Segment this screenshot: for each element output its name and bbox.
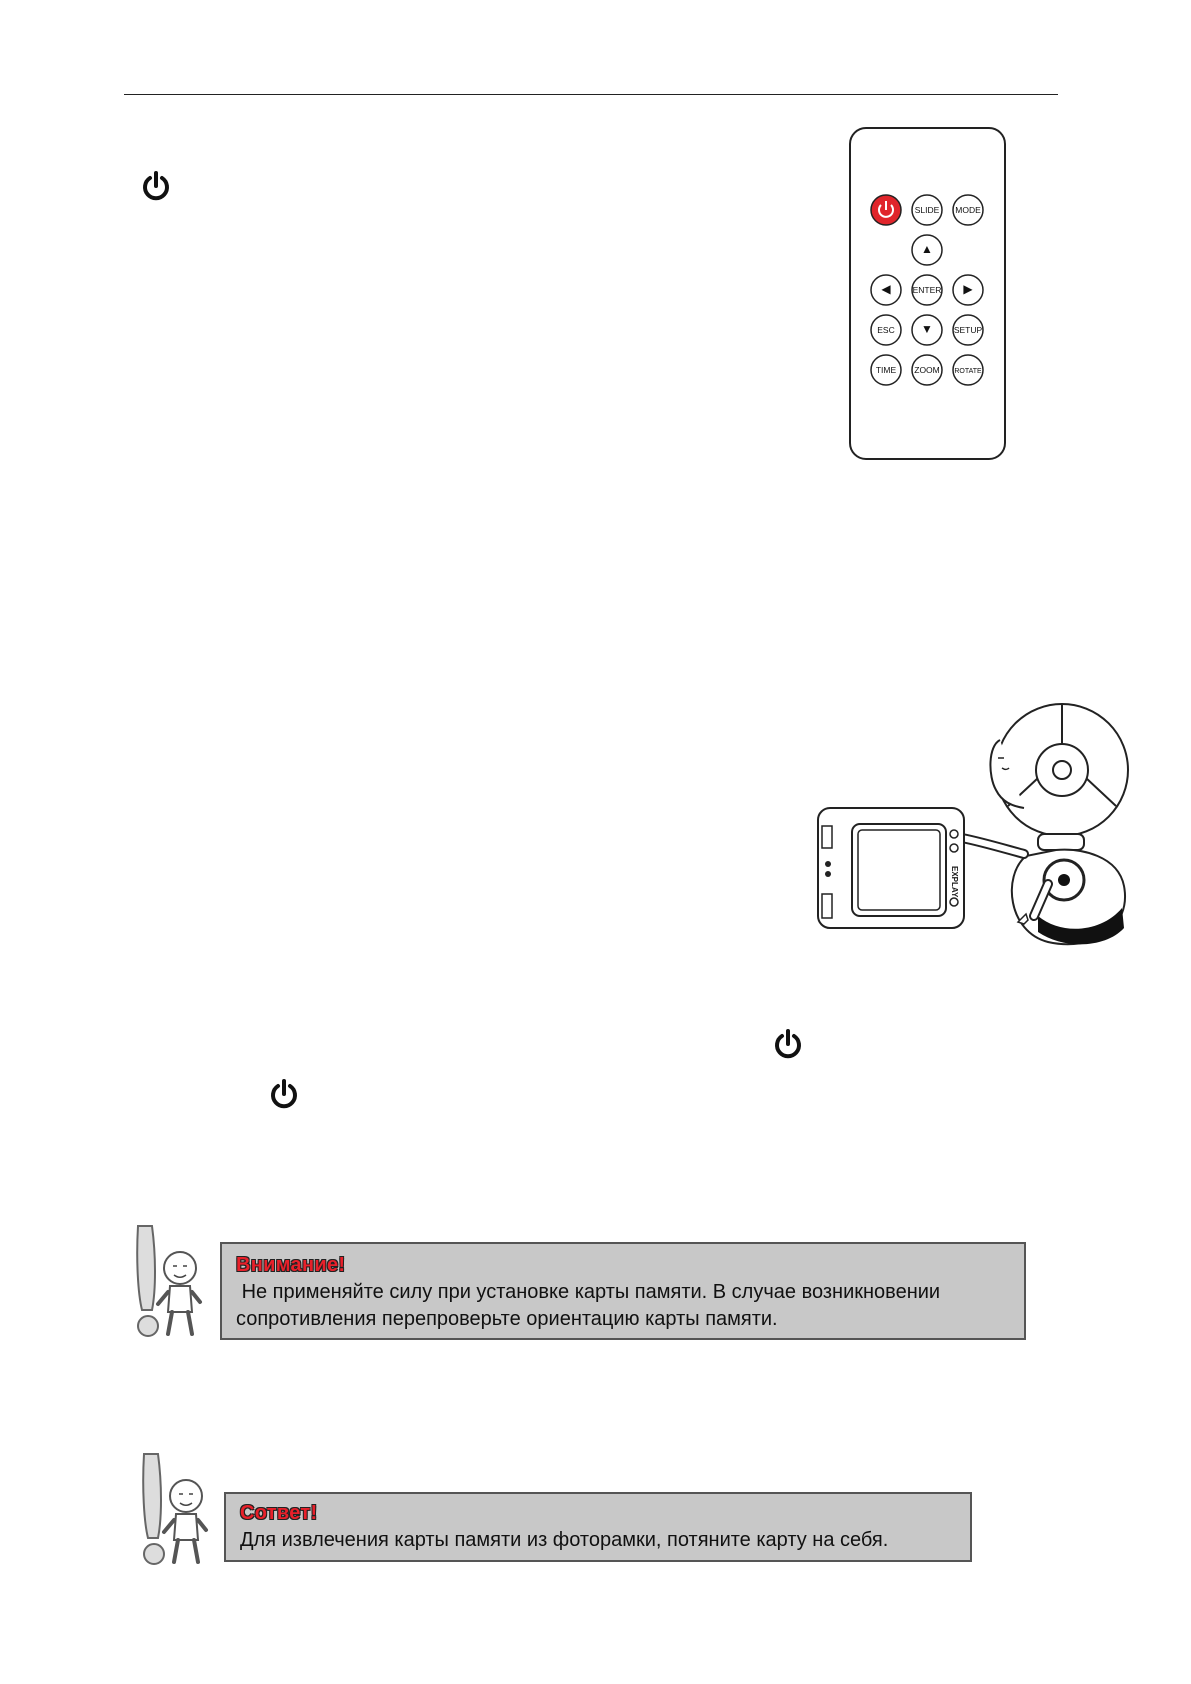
warning-title: Внимание! — [236, 1254, 346, 1276]
header-rule — [124, 94, 1058, 95]
device-robot-illustration — [812, 696, 1134, 952]
tip-note — [224, 1492, 972, 1562]
warning-text: Не применяйте силу при установке карты памяти. В случае возникновении сопротивления перепроверьте ориентацию карты памяти. — [236, 1281, 946, 1330]
remote-button-down — [912, 315, 942, 345]
exclamation-robot-icon — [126, 1220, 210, 1340]
remote-button-label: ▼ — [921, 322, 933, 336]
remote-button-rotate — [953, 355, 983, 385]
remote-button-left — [871, 275, 901, 305]
remote-button-label: ROTATE — [954, 368, 982, 375]
remote-button-label: ESC — [877, 325, 895, 335]
remote-button-esc — [871, 315, 901, 345]
remote-button-zoom — [912, 355, 942, 385]
remote-button-mode — [953, 195, 983, 225]
remote-button-label: SETUP — [953, 325, 983, 335]
remote-button-label: ◀ — [881, 282, 891, 296]
remote-button-right — [953, 275, 983, 305]
remote-control-illustration — [848, 126, 1008, 462]
remote-button-label: ▲ — [921, 242, 933, 256]
warning-note — [220, 1242, 1026, 1340]
power-icon — [772, 1028, 804, 1060]
remote-button-label: ▶ — [963, 282, 973, 296]
remote-button-power — [871, 195, 901, 225]
remote-button-time — [871, 355, 901, 385]
remote-button-label: SLIDE — [914, 205, 940, 215]
remote-button-label: TIME — [875, 365, 897, 375]
remote-button-label: MODE — [955, 205, 981, 215]
power-icon — [268, 1078, 300, 1110]
remote-button-slide — [912, 195, 942, 225]
remote-button-setup — [953, 315, 983, 345]
remote-button-label: ENTER — [912, 285, 942, 295]
tip-title: Сответ! — [240, 1502, 318, 1524]
device-brand-label: EXPLAY — [950, 866, 959, 898]
remote-button-label: ZOOM — [914, 365, 940, 375]
tip-text: Для извлечения карты памяти из фоторамки, потяните карту на себя. — [240, 1529, 889, 1551]
remote-button-up — [912, 235, 942, 265]
remote-button-enter — [912, 275, 942, 305]
exclamation-robot-icon — [132, 1448, 216, 1568]
power-icon — [140, 170, 172, 202]
